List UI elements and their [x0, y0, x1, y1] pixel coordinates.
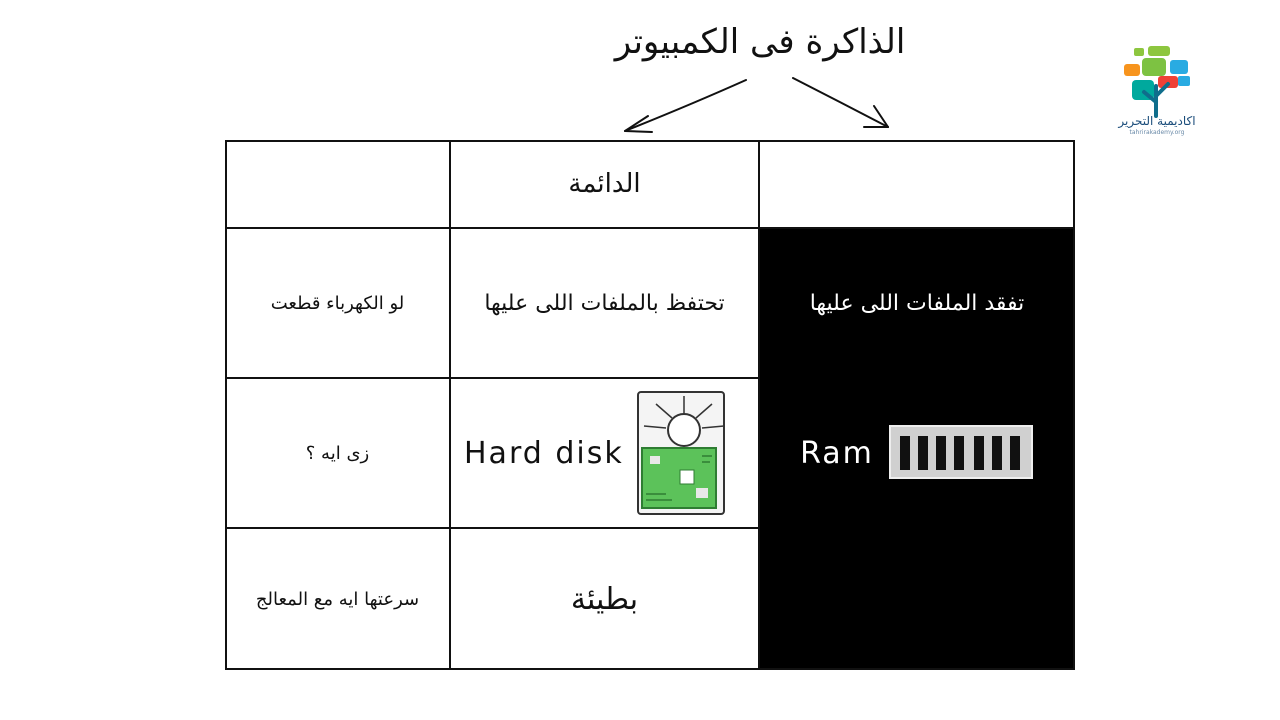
table-border-bottom	[225, 668, 1075, 670]
row-example-permanent	[450, 378, 759, 528]
ram-label: Ram	[800, 435, 874, 471]
row-power-temporary: تفقد الملفات اللى عليها	[759, 228, 1075, 378]
table-row-divider-2	[225, 377, 759, 379]
slide-title: الذاكرة فى الكمبيوتر	[614, 22, 906, 62]
header-permanent: الدائمة	[568, 169, 641, 199]
arrow-right	[793, 78, 888, 127]
header-temporary	[759, 140, 1075, 228]
header-left	[225, 140, 450, 228]
row-speed-question: سرعتها ايه مع المعالج	[255, 588, 420, 610]
ram-stick-icon	[888, 422, 1034, 484]
memory-comparison-table	[225, 140, 1075, 670]
row-speed-permanent: بطيئة	[570, 581, 639, 617]
table-col-divider-1	[449, 140, 451, 670]
row-example-question: زى ايه ؟	[305, 442, 370, 464]
table-border-top	[225, 140, 1075, 142]
hard-disk-icon	[636, 390, 726, 516]
table-border-right	[1073, 140, 1075, 670]
logo-url: tahrirakademy.org	[1129, 129, 1185, 136]
row-speed-temporary	[759, 528, 1075, 670]
table-col-divider-2	[758, 140, 760, 670]
logo-name: اكاديمية التحرير	[1118, 114, 1196, 128]
table-row-divider-3	[225, 527, 759, 529]
table-border-left	[225, 140, 227, 670]
row-example-temporary	[759, 378, 1075, 528]
arrow-left	[625, 80, 746, 132]
row-power-permanent: تحتفظ بالملفات اللى عليها	[484, 290, 725, 316]
table-row-divider-1	[225, 227, 1075, 229]
hard-disk-label: Hard disk	[464, 435, 624, 471]
row-power-question: لو الكهرباء قطعت	[270, 292, 405, 314]
